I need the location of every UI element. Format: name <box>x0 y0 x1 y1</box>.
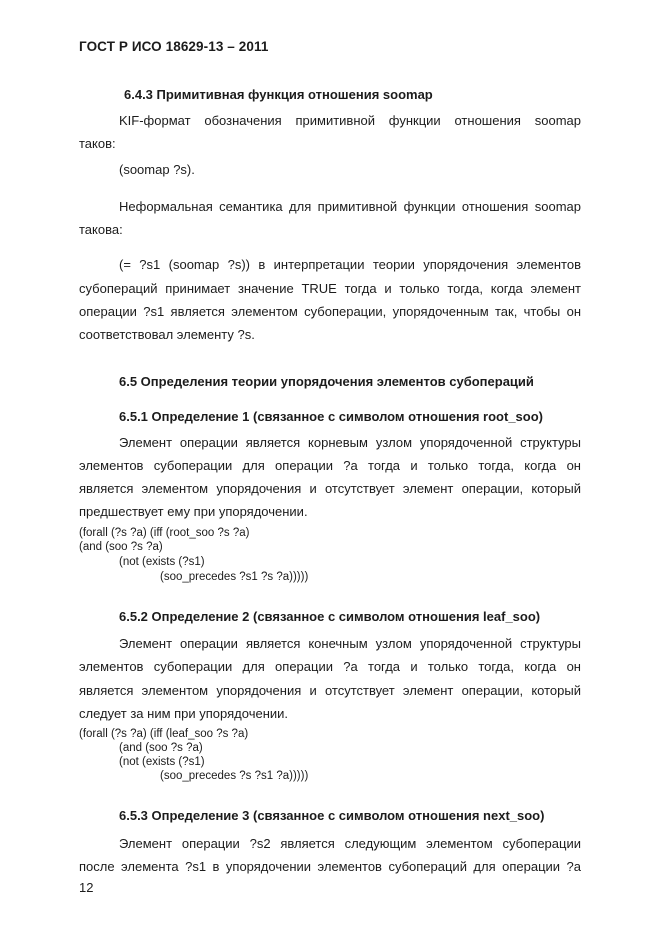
code-line: (forall (?s ?a) (iff (leaf_soo ?s ?a) <box>79 728 249 740</box>
paragraph-line: Элемент операции является корневым узлом упорядоченной структуры <box>119 435 581 450</box>
paragraph-line: Элемент операции ?s2 является следующим элементом субоперации <box>119 836 581 851</box>
paragraph-line: KIF-формат обозначения примитивной функции отношения soomap <box>119 113 581 128</box>
paragraph-line: элементов субоперации для операции ?a тогда и только тогда, когда он <box>79 659 581 674</box>
paragraph-line: является элементом упорядочения и отсутствует элемент операции, который <box>79 481 581 496</box>
code-line: (not (exists (?s1) <box>119 556 205 568</box>
paragraph-line: (= ?s1 (soomap ?s)) в интерпретации теории упорядочения элементов <box>119 257 581 272</box>
paragraph-line: является элементом упорядочения и отсутствует элемент операции, который <box>79 683 581 698</box>
page-number: 12 <box>79 880 94 895</box>
code-line: (and (soo ?s ?a) <box>79 541 163 553</box>
document-header: ГОСТ Р ИСО 18629-13 – 2011 <box>79 39 269 54</box>
paragraph-line: после элемента ?s1 в упорядочении элементов субопераций для операции ?a <box>79 859 581 874</box>
section-heading-6-5-2: 6.5.2 Определение 2 (связанное с символом отношения leaf_soo) <box>119 609 541 624</box>
section-heading-6-5-3: 6.5.3 Определение 3 (связанное с символом отношения next_soo) <box>119 808 545 823</box>
paragraph-line: следует за ним при упорядочении. <box>79 706 289 721</box>
paragraph-line: субопераций принимает значение TRUE тогда и только тогда, когда элемент <box>79 281 581 296</box>
code-line: (soo_precedes ?s1 ?s ?a))))) <box>160 571 309 583</box>
section-heading-6-5-1: 6.5.1 Определение 1 (связанное с символом отношения root_soo) <box>119 409 543 424</box>
section-heading-6-5: 6.5 Определения теории упорядочения элементов субопераций <box>119 374 534 389</box>
paragraph-line: Неформальная семантика для примитивной функции отношения soomap <box>119 199 581 214</box>
code-line: (not (exists (?s1) <box>119 756 205 768</box>
code-line: (soo_precedes ?s ?s1 ?a))))) <box>160 770 309 782</box>
paragraph-line: соответствовал элементу ?s. <box>79 327 255 342</box>
paragraph-line: Элемент операции является конечным узлом упорядоченной структуры <box>119 636 581 651</box>
code-line: (and (soo ?s ?a) <box>119 742 203 754</box>
paragraph-line: таков: <box>79 136 116 151</box>
code-line: (soomap ?s). <box>119 162 195 177</box>
code-line: (forall (?s ?a) (iff (root_soo ?s ?a) <box>79 527 250 539</box>
section-heading-6-4-3: 6.4.3 Примитивная функция отношения soomap <box>124 87 433 102</box>
paragraph-line: такова: <box>79 222 123 237</box>
paragraph-line: предшествует ему при упорядочении. <box>79 504 308 519</box>
paragraph-line: элементов субоперации для операции ?a тогда и только тогда, когда он <box>79 458 581 473</box>
paragraph-line: операции ?s1 является элементом субоперации, упорядоченным так, чтобы он <box>79 304 581 319</box>
